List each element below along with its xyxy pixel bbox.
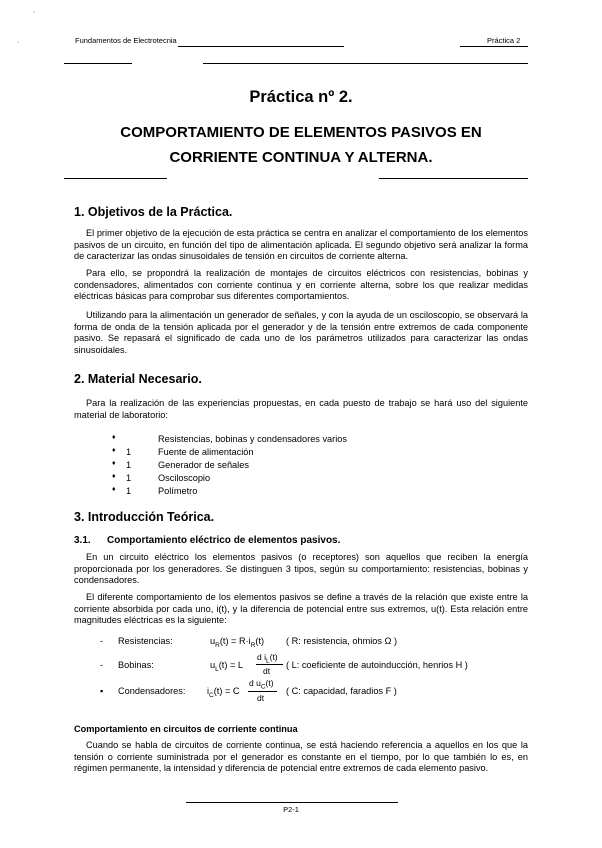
paragraph: Para ello, se propondrá la realización de montajes de circuitos eléctricos con resistencias, bobinas y condensadores, alimentados con corriente continua y en corriente alterna, sobre los que realizar medidas eléctricas básicas para comprobar sus diferentes comportamientos. <box>74 268 528 302</box>
stray-mark: · <box>17 39 20 46</box>
title-rule-right <box>379 178 528 179</box>
equation-formula: $u_L(t) = L$ <box>210 660 244 673</box>
paragraph: Utilizando para la alimentación un generador de señales, y con la ayuda de un osciloscopio, se observará la forma de onda de la tensión aplicada por el generador y de la tensión entre extremos de cada componente pasivo. Se repasará el significado de cada uno de los parámetros utilizados para caracterizar las ondas sinusoidales. <box>74 310 528 355</box>
stray-mark: · <box>33 9 36 16</box>
bullet-icon: ♦ <box>112 486 116 493</box>
header-rule <box>178 46 344 47</box>
document-title-line2: CORRIENTE CONTINUA Y ALTERNA. <box>169 149 433 166</box>
footer-rule <box>186 802 398 803</box>
fraction-bar <box>248 691 277 692</box>
page-number: P2-1 <box>283 805 299 814</box>
equation-label: Resistencias: <box>118 636 173 646</box>
equation-formula: $i_C(t) = C$ <box>207 686 240 699</box>
fraction-denominator: dt <box>263 666 271 676</box>
title-rule-left <box>64 178 167 179</box>
subsection-number: 3.1. <box>74 535 91 546</box>
equation-description: ( R: resistencia, ohmios Ω ) <box>286 636 398 646</box>
header-rule-short-left <box>64 63 132 64</box>
header-rule-right <box>460 46 528 47</box>
list-item: ♦ 1 Generador de señales <box>112 460 249 470</box>
paragraph: El diferente comportamiento de los elementos pasivos se define a través de la relación que existe entre la corriente absorbida por cada uno, i(t), y la diferencia de potencial entre sus extremos, u(t). Esta relación entre magnitudes eléctricas es la siguiente: <box>74 592 528 626</box>
dash-marker: - <box>100 636 104 646</box>
header-practice: Práctica 2 <box>487 36 521 45</box>
bullet-icon: ♦ <box>112 473 116 480</box>
equation-row-condensadores <box>0 680 602 706</box>
section-heading-objetivos: 1. Objetivos de la Práctica. <box>74 205 233 219</box>
fraction-numerator: d $u_C(t)$ <box>249 678 274 691</box>
equation-label: Condensadores: <box>118 686 186 696</box>
section-heading-material: 2. Material Necesario. <box>74 372 202 386</box>
header-rule-short-right <box>203 63 528 64</box>
paragraph: Para la realización de las experiencias propuestas, en cada puesto de trabajo se hará uso del siguiente material de laboratorio: <box>74 398 528 420</box>
equation-description: ( L: coeficiente de autoinducción, henrios H ) <box>286 660 468 670</box>
practica-title: Práctica nº 2. <box>249 88 353 106</box>
paragraph: Cuando se habla de circuitos de corriente continua, se está haciendo referencia a aquellos en los que la tensión o corriente suministrada por el generador es constante en el tiempo, por lo que también lo es, en régimen permanente, la intensidad y diferencia de potencial entre extremos de cada elemento pasivo. <box>74 740 528 774</box>
fraction-bar <box>256 664 283 665</box>
list-item: ♦ 1 Fuente de alimentación <box>112 447 254 457</box>
subheading-corriente-continua: Comportamiento en circuitos de corriente continua <box>74 724 298 734</box>
equation-description: ( C: capacidad, faradios F ) <box>286 686 397 696</box>
list-item: ♦ 1 Polímetro <box>112 486 198 496</box>
paragraph: El primer objetivo de la ejecución de esta práctica se centra en analizar el comportamiento de los elementos pasivos de un circuito, en función del tipo de alimentación aplicada. El segundo objetivo será analizar la forma de caracterizar las ondas sinusoidales de tensión en circuitos de corriente alterna. <box>74 228 528 262</box>
document-title-line1: COMPORTAMIENTO DE ELEMENTOS PASIVOS EN <box>120 124 482 141</box>
equation-label: Bobinas: <box>118 660 154 670</box>
header-course: Fundamentos de Electrotecnia <box>75 36 177 45</box>
list-item: ♦ 1 Osciloscopio <box>112 473 211 483</box>
bullet-icon: ♦ <box>112 434 116 441</box>
dash-marker: - <box>100 660 104 670</box>
fraction-numerator: d $i_L(t)$ <box>257 652 278 665</box>
equation-formula: $u_R(t) = R\cdot i_R(t)$ <box>210 636 265 649</box>
subsection-title: Comportamiento eléctrico de elementos pasivos. <box>107 535 341 546</box>
bullet-icon: ♦ <box>112 460 116 467</box>
equation-row-bobinas <box>0 654 602 678</box>
bullet-marker: ▪ <box>100 686 104 696</box>
bullet-icon: ♦ <box>112 447 116 454</box>
fraction-denominator: dt <box>257 693 265 703</box>
paragraph: En un circuito eléctrico los elementos pasivos (o receptores) son aquellos que reciben la energía proporcionada por los generadores. Se distinguen 3 tipos, según su comportamiento: resistencias, bobinas y condensadores. <box>74 552 528 586</box>
equation-row-resistencias <box>0 636 602 650</box>
section-heading-introduccion: 3. Introducción Teórica. <box>74 510 215 524</box>
list-item: ♦ Resistencias, bobinas y condensadores varios <box>112 434 347 444</box>
